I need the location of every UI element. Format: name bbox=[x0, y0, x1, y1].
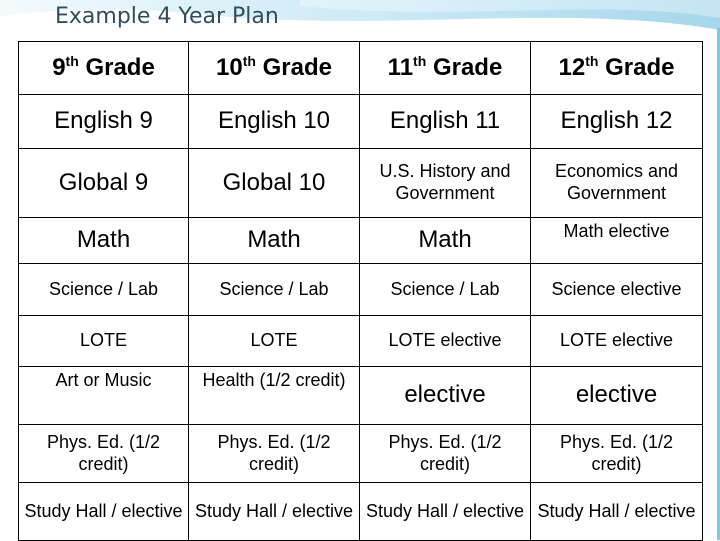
table-cell: elective bbox=[360, 367, 531, 425]
table-cell: Health (1/2 credit) bbox=[189, 367, 360, 425]
table-cell: LOTE elective bbox=[360, 316, 531, 367]
table-cell: Study Hall / elective bbox=[531, 483, 703, 541]
table-cell: elective bbox=[531, 367, 703, 425]
slide-title: Example 4 Year Plan bbox=[55, 4, 279, 29]
table-cell: LOTE bbox=[19, 316, 189, 367]
table-cell: Phys. Ed. (1/2 credit) bbox=[189, 425, 360, 483]
table-cell: Phys. Ed. (1/2 credit) bbox=[19, 425, 189, 483]
four-year-plan-table bbox=[18, 41, 703, 541]
grade-word: Grade bbox=[432, 53, 503, 81]
table-cell: Math bbox=[360, 218, 531, 264]
table-cell: Study Hall / elective bbox=[19, 483, 189, 541]
table-cell: U.S. History and Government bbox=[360, 149, 531, 218]
grade-10-header bbox=[189, 42, 360, 95]
table-row bbox=[19, 218, 703, 264]
grade-number: 11 bbox=[387, 53, 414, 81]
table-row bbox=[19, 483, 703, 541]
grade-number: 12 bbox=[558, 53, 586, 81]
table-cell: Science / Lab bbox=[360, 264, 531, 316]
table-cell: Phys. Ed. (1/2 credit) bbox=[531, 425, 703, 483]
table-cell: Science / Lab bbox=[19, 264, 189, 316]
table-cell: LOTE elective bbox=[531, 316, 703, 367]
table-cell: Phys. Ed. (1/2 credit) bbox=[360, 425, 531, 483]
grade-word: Grade bbox=[85, 53, 155, 81]
table-cell: Economics and Government bbox=[531, 149, 703, 218]
table-row bbox=[19, 95, 703, 149]
grade-11-header bbox=[360, 42, 531, 95]
table-row bbox=[19, 316, 703, 367]
grade-9-header bbox=[19, 42, 189, 95]
grade-word: Grade bbox=[262, 53, 332, 81]
table-cell: English 10 bbox=[189, 95, 360, 149]
table-cell: Study Hall / elective bbox=[189, 483, 360, 541]
grade-suffix: th bbox=[242, 52, 256, 69]
grade-suffix: th bbox=[585, 52, 599, 69]
table-cell: Study Hall / elective bbox=[360, 483, 531, 541]
table-cell: Art or Music bbox=[19, 367, 189, 425]
grade-suffix: th bbox=[413, 52, 427, 69]
table-cell: Science / Lab bbox=[189, 264, 360, 316]
grade-12-header bbox=[531, 42, 703, 95]
table-cell: English 11 bbox=[360, 95, 531, 149]
table-cell: Math bbox=[189, 218, 360, 264]
table-cell: Global 9 bbox=[19, 149, 189, 218]
table-row bbox=[19, 367, 703, 425]
table-cell: Global 10 bbox=[189, 149, 360, 218]
table-cell: English 12 bbox=[531, 95, 703, 149]
table-row bbox=[19, 149, 703, 218]
table-cell: Science elective bbox=[531, 264, 703, 316]
table-cell: English 9 bbox=[19, 95, 189, 149]
table-row bbox=[19, 425, 703, 483]
grade-number: 9 bbox=[52, 53, 66, 81]
table-row bbox=[19, 264, 703, 316]
grade-number: 10 bbox=[216, 53, 243, 81]
table-cell: Math bbox=[19, 218, 189, 264]
header-row bbox=[19, 42, 703, 95]
grade-suffix: th bbox=[65, 52, 79, 69]
grade-word: Grade bbox=[605, 53, 675, 81]
table-cell: LOTE bbox=[189, 316, 360, 367]
table-cell: Math elective bbox=[531, 218, 703, 264]
